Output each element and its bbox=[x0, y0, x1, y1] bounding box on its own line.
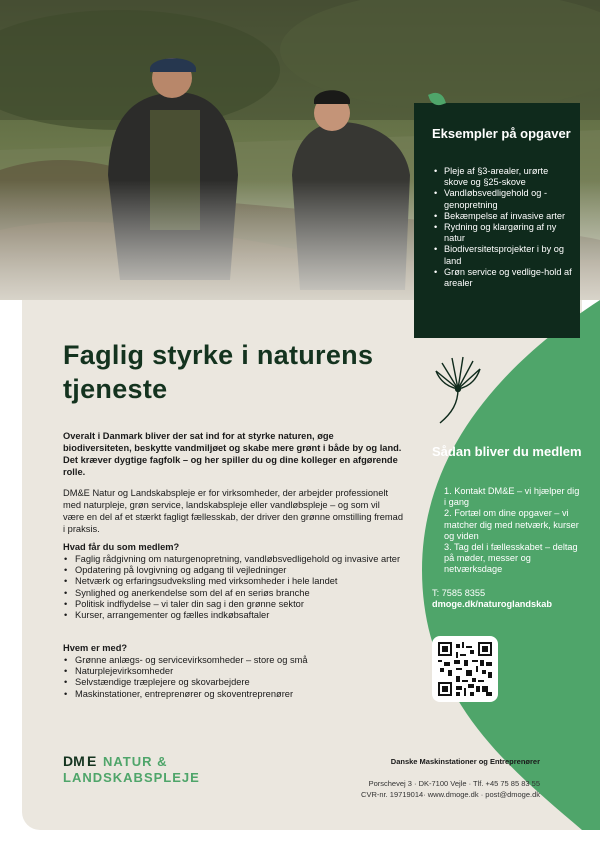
examples-item: • Pleje af §3-arealer, urørte skove og §25-skove bbox=[432, 166, 572, 188]
intro-text: Overalt i Danmark bliver der sat ind for at styrke naturen, øge biodiversiteten, beskytte vandmiljøet og skabe mere grønt i både by og land. Det kræver dygtige fagfolk – og her spiller du og dine kolleger en afgørende rolle. bbox=[63, 431, 402, 477]
company-contact[interactable]: CVR-nr. 19719014· www.dmoge.dk · post@dmoge.dk bbox=[361, 790, 540, 799]
dandelion-icon bbox=[430, 355, 486, 425]
benefit-item: • Faglig rådgivning om naturgenopretning, vandløbsvedligehold og invasive arter bbox=[63, 554, 403, 565]
who-item: • Naturplejevirksomheder bbox=[63, 666, 403, 677]
benefits-list bbox=[63, 554, 403, 621]
membership-steps bbox=[432, 486, 582, 576]
website-link[interactable]: dmoge.dk/naturoglandskab bbox=[432, 599, 552, 609]
examples-list bbox=[432, 166, 572, 289]
svg-text:DM: DM bbox=[63, 753, 85, 769]
company-name: Danske Maskinstationer og Entreprenører bbox=[390, 757, 540, 766]
who-heading: Hvem er med? bbox=[63, 643, 128, 653]
benefit-item: • Opdatering på lovgivning og adgang til vejledninger bbox=[63, 565, 403, 576]
benefit-item: • Netværk og erfaringsudveksling med virksomheder i hele landet bbox=[63, 576, 403, 587]
page-title: Faglig styrke i naturens tjeneste bbox=[63, 340, 374, 404]
svg-text:NATUR &: NATUR & bbox=[103, 754, 168, 769]
who-item: • Grønne anlægs- og servicevirksomheder – store og små bbox=[63, 655, 403, 666]
examples-item: • Biodiversitetsprojekter i by og land bbox=[432, 244, 572, 266]
examples-item: • Bekæmpelse af invasive arter bbox=[432, 211, 572, 222]
examples-item: • Rydning og klargøring af ny natur bbox=[432, 222, 572, 244]
qr-code[interactable] bbox=[432, 636, 498, 702]
who-item: • Selvstændige træplejere og skovarbejdere bbox=[63, 677, 403, 688]
examples-item: • Grøn service og vedlige-hold af arealer bbox=[432, 267, 572, 289]
benefit-item: • Synlighed og anerkendelse som del af en seriøs branche bbox=[63, 588, 403, 599]
logo bbox=[63, 752, 223, 786]
svg-text:E: E bbox=[87, 753, 97, 769]
who-list bbox=[63, 655, 403, 700]
step-item: 1. Kontakt DM&E – vi hjælper dig i gang bbox=[444, 486, 580, 508]
description-text: DM&E Natur og Landskabspleje er for virksomheder, der arbejder professionelt med naturpleje, grøn service, landskabspleje eller vandløbspleje – og som vil være en del af et stærkt fagligt fællesskab, der driver den grønne omstilling fremad i praksis. bbox=[63, 488, 404, 534]
step-item: 3. Tag del i fællesskabet – deltag på møder, messer og netværksdage bbox=[444, 542, 578, 575]
benefit-item: • Politisk indflydelse – vi taler din sag i den grønne sektor bbox=[63, 599, 403, 610]
benefits-heading: Hvad får du som medlem? bbox=[63, 542, 180, 552]
step-item: 2. Fortæl om dine opgaver – vi matcher dig med netværk, kurser og viden bbox=[444, 508, 579, 541]
examples-title: Eksempler på opgaver bbox=[432, 126, 571, 141]
phone-number: T: 7585 8355 bbox=[432, 588, 486, 598]
examples-item: • Vandløbsvedligehold og -genopretning bbox=[432, 188, 572, 210]
company-address: Porschevej 3 · DK-7100 Vejle · Tlf. +45 75 85 83 55 bbox=[368, 779, 540, 788]
benefit-item: • Kurser, arrangementer og fælles indkøbsaftaler bbox=[63, 610, 403, 621]
who-item: • Maskinstationer, entreprenører og skoventreprenører bbox=[63, 689, 403, 700]
membership-title: Sådan bliver du medlem bbox=[432, 444, 582, 459]
svg-text:LANDSKABSPLEJE: LANDSKABSPLEJE bbox=[63, 770, 200, 785]
